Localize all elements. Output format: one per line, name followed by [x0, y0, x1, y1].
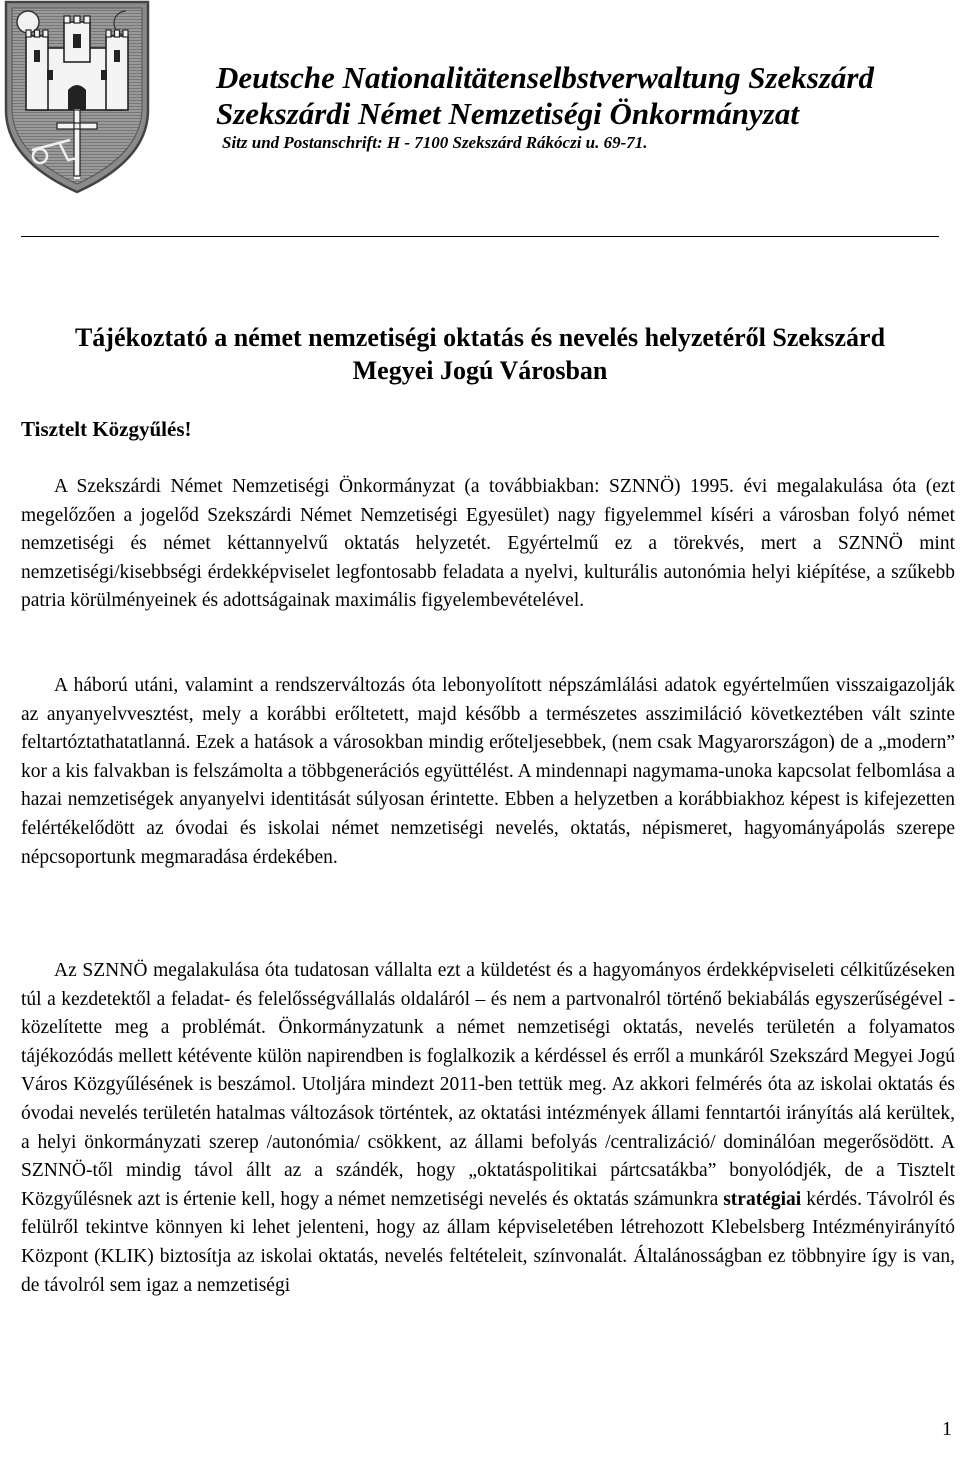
- coat-of-arms-icon: [2, 0, 152, 194]
- paragraph-3-bold-word: stratégiai: [723, 1188, 802, 1210]
- paragraph-3: [21, 957, 955, 1300]
- org-address: Sitz und Postanschrift: H - 7100 Szekszárd Rákóczi u. 69-71.: [222, 133, 648, 152]
- salutation: Tisztelt Közgyűlés!: [21, 417, 192, 441]
- title-line-1: Tájékoztató a német nemzetiségi oktatás és nevelés helyzetéről Szekszárd: [74, 323, 886, 352]
- paragraph-2: A háború utáni, valamint a rendszerváltozás óta lebonyolított népszámlálási adatok egyértelműen visszaigazolják az anyanyelvvesztést, mely a korábbi erőltetett, majd később a természetes asszimiláció következtében vált szinte feltartóztathatatlanná. Ezek a hatások a városokban mindig erőteljesebbek, (nem csak Magyarországon) de a „modern” kor a kis falvakban is felszámolta a többgenerációs együttélést. A mindennapi nagymama-unoka kapcsolat felbomlása a hazai nemzetiségek anyanyelvi identitását súlyosan érintette. Ebben a helyzetben a korábbiakhoz képest is kifejezetten felértékelődött az óvodai és iskolai német nemzetiségi nevelés, oktatás, népismeret, hagyományápolás szerepe népcsoportunk megmaradása érdekében.: [21, 675, 955, 868]
- org-name-german: Deutsche Nationalitätenselbstverwaltung Szekszárd: [216, 60, 874, 95]
- org-name-hungarian: Szekszárdi Német Nemzetiségi Önkormányzat: [216, 96, 799, 131]
- paragraph-1: A Szekszárdi Német Nemzetiségi Önkormányzat (a továbbiakban: SZNNÖ) 1995. évi megalakulása óta (ezt megelőzően a jogelőd Szekszárdi Német Nemzetiségi Egyesület) nagy figyelemmel kíséri a városban folyó német nemzetiségi és német kéttannyelvű oktatás helyzetét. Egyértelmű ez a törekvés, mert a SZNNÖ mint nemzetiségi/kisebbségi érdekképviselet legfontosabb feladata a nyelvi, kulturális autonómia helyi kiépítése, a szűkebb patria körülményeinek és adottságainak maximális figyelembevételével.: [21, 476, 955, 612]
- paragraph-3-text-b: kérdés. Távolról és felülről tekintve könnyen ki lehet jelenteni, hogy az állam képviseletében létrehozott Klebelsberg Intézményirányító Központ (KLIK) biztosítja az iskolai oktatás, nevelés feltételeit, színvonalát. Általánosságban ez többnyire így is van, de távolról sem igaz a nemzetiségi: [21, 1188, 955, 1296]
- title-line-2: Megyei Jogú Városban: [352, 356, 608, 385]
- page-number: 1: [942, 1418, 952, 1440]
- document-title: [21, 321, 939, 387]
- header-divider: [21, 236, 939, 237]
- organization-header: [216, 60, 874, 154]
- paragraph-3-text-a: Az SZNNÖ megalakulása óta tudatosan vállalta ezt a küldetést és a hagyományos érdekképviseleti célkitűzéseken túl a kezdetektől a feladat- és felelősségvállalás oldaláról – és nem a partvonalról történő bekiabálás egyszerűségével - közelítette meg a problémát. Önkormányzatunk a német nemzetiségi oktatás, nevelés területén a folyamatos tájékozódás mellett kétévente külön napirendben is foglalkozik a kérdéssel és erről a munkáról Szekszárd Megyei Jogú Város Közgyűlésének is beszámol. Utoljára mindezt 2011-ben tettük meg. Az akkori felmérés óta az iskolai oktatás és óvodai nevelés területén hatalmas változások történtek, az oktatási intézmények állami fenntartói irányítás alá kerültek, a helyi önkormányzati szerep /autonómia/ csökkent, az állami befolyás /centralizáció/ dominálóan megerősödött. A SZNNÖ-től mindig távol állt az a szándék, hogy „oktatáspolitikai pártcsatákba” bonyolódjék, de a Tisztelt Közgyűlésnek azt is értenie kell, hogy a német nemzetiségi nevelés és oktatás számunkra: [21, 960, 955, 1210]
